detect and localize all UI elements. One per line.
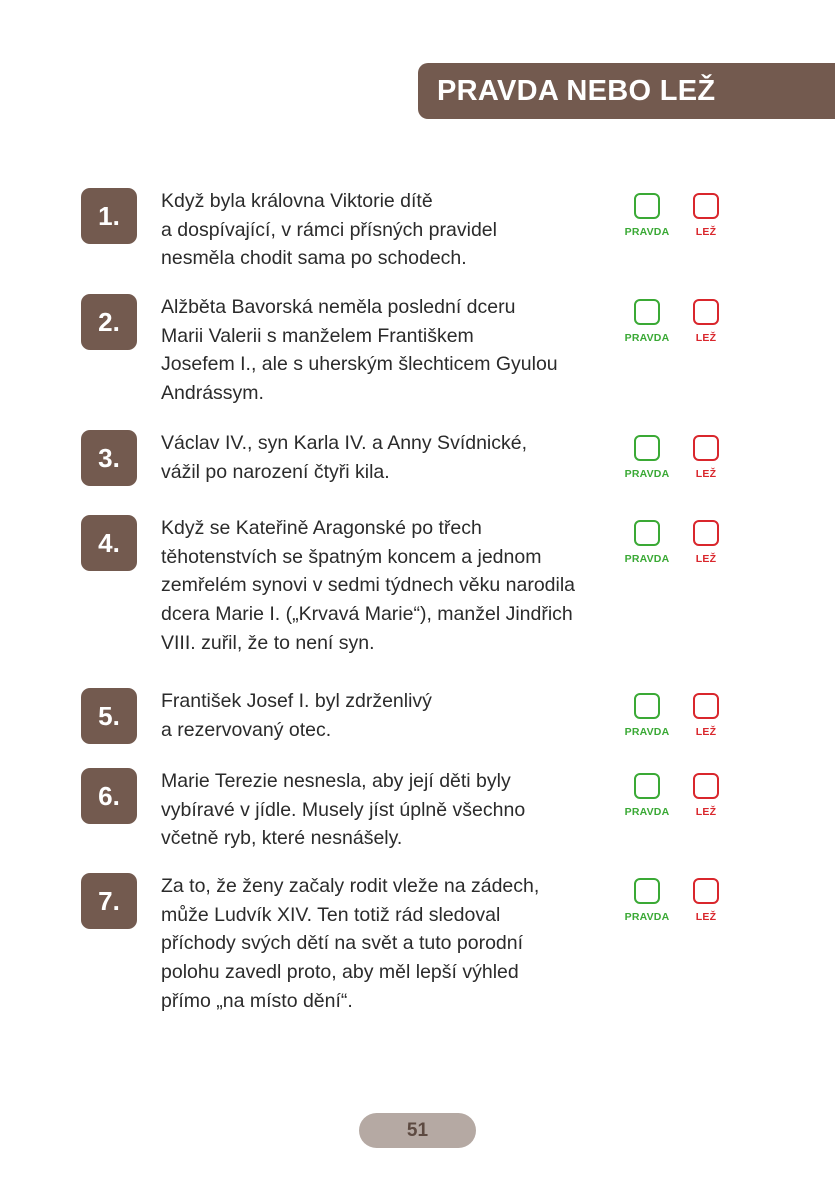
- question-number: 2.: [81, 294, 137, 350]
- false-checkbox[interactable]: [693, 193, 719, 219]
- false-option[interactable]: [676, 773, 736, 818]
- false-checkbox[interactable]: [693, 299, 719, 325]
- question-text: Za to, že ženy začaly rodit vleže na zádech, může Ludvík XIV. Ten totiž rád sledoval příchody svých dětí na svět a tuto porodní polohu zavedl proto, aby měl lepší výhled přímo „na místo dění“.: [161, 875, 540, 1012]
- question-text: Marie Terezie nesnesla, aby její děti byly vybíravé v jídle. Musely jíst úplně všechno včetně ryb, které nesnášely.: [161, 770, 526, 850]
- false-checkbox[interactable]: [693, 878, 719, 904]
- true-checkbox[interactable]: [634, 193, 660, 219]
- false-label: LEŽ: [695, 468, 717, 480]
- page-title: PRAVDA NEBO LEŽ: [418, 63, 835, 119]
- false-label: LEŽ: [695, 332, 717, 344]
- question-number: 5.: [81, 688, 137, 744]
- true-checkbox[interactable]: [634, 435, 660, 461]
- false-label: LEŽ: [695, 553, 717, 565]
- false-checkbox[interactable]: [693, 520, 719, 546]
- true-label: PRAVDA: [624, 553, 670, 565]
- false-option[interactable]: [676, 878, 736, 923]
- true-option[interactable]: [617, 520, 677, 565]
- true-label: PRAVDA: [624, 332, 670, 344]
- true-checkbox[interactable]: [634, 693, 660, 719]
- true-checkbox[interactable]: [634, 773, 660, 799]
- false-label: LEŽ: [695, 806, 717, 818]
- true-label: PRAVDA: [624, 911, 670, 923]
- false-label: LEŽ: [695, 726, 717, 738]
- false-checkbox[interactable]: [693, 693, 719, 719]
- question-text: Václav IV., syn Karla IV. a Anny Svídnické, vážil po narození čtyři kila.: [161, 432, 528, 483]
- question-number: 7.: [81, 873, 137, 929]
- question-number: 6.: [81, 768, 137, 824]
- question-number: 4.: [81, 515, 137, 571]
- true-option[interactable]: [617, 193, 677, 238]
- true-label: PRAVDA: [624, 806, 670, 818]
- question-text: Když se Kateřině Aragonské po třech těhotenstvích se špatným koncem a jednom zemřelém synovi v sedmi týdnech věku narodila dcera Marie I. („Krvavá Marie“), manžel Jindřich VIII. zuřil, že to není syn.: [161, 517, 576, 654]
- false-option[interactable]: [676, 520, 736, 565]
- question-text: Když byla královna Viktorie dítě a dospívající, v rámci přísných pravidel nesměla chodit sama po schodech.: [161, 190, 497, 270]
- false-label: LEŽ: [695, 226, 717, 238]
- false-label: LEŽ: [695, 911, 717, 923]
- false-option[interactable]: [676, 299, 736, 344]
- false-option[interactable]: [676, 193, 736, 238]
- false-option[interactable]: [676, 435, 736, 480]
- true-checkbox[interactable]: [634, 520, 660, 546]
- true-label: PRAVDA: [624, 226, 670, 238]
- false-checkbox[interactable]: [693, 435, 719, 461]
- true-label: PRAVDA: [624, 468, 670, 480]
- false-option[interactable]: [676, 693, 736, 738]
- true-option[interactable]: [617, 299, 677, 344]
- true-option[interactable]: [617, 878, 677, 923]
- false-checkbox[interactable]: [693, 773, 719, 799]
- true-option[interactable]: [617, 773, 677, 818]
- question-text: František Josef I. byl zdrženlivý a rezervovaný otec.: [161, 690, 432, 741]
- true-label: PRAVDA: [624, 726, 670, 738]
- true-option[interactable]: [617, 435, 677, 480]
- question-text: Alžběta Bavorská neměla poslední dceru Marii Valerii s manželem Františkem Josefem I., ale s uherským šlechticem Gyulou Andrássym.: [161, 296, 558, 405]
- true-option[interactable]: [617, 693, 677, 738]
- true-checkbox[interactable]: [634, 878, 660, 904]
- page-number: 51: [359, 1113, 476, 1148]
- question-number: 3.: [81, 430, 137, 486]
- question-number: 1.: [81, 188, 137, 244]
- true-checkbox[interactable]: [634, 299, 660, 325]
